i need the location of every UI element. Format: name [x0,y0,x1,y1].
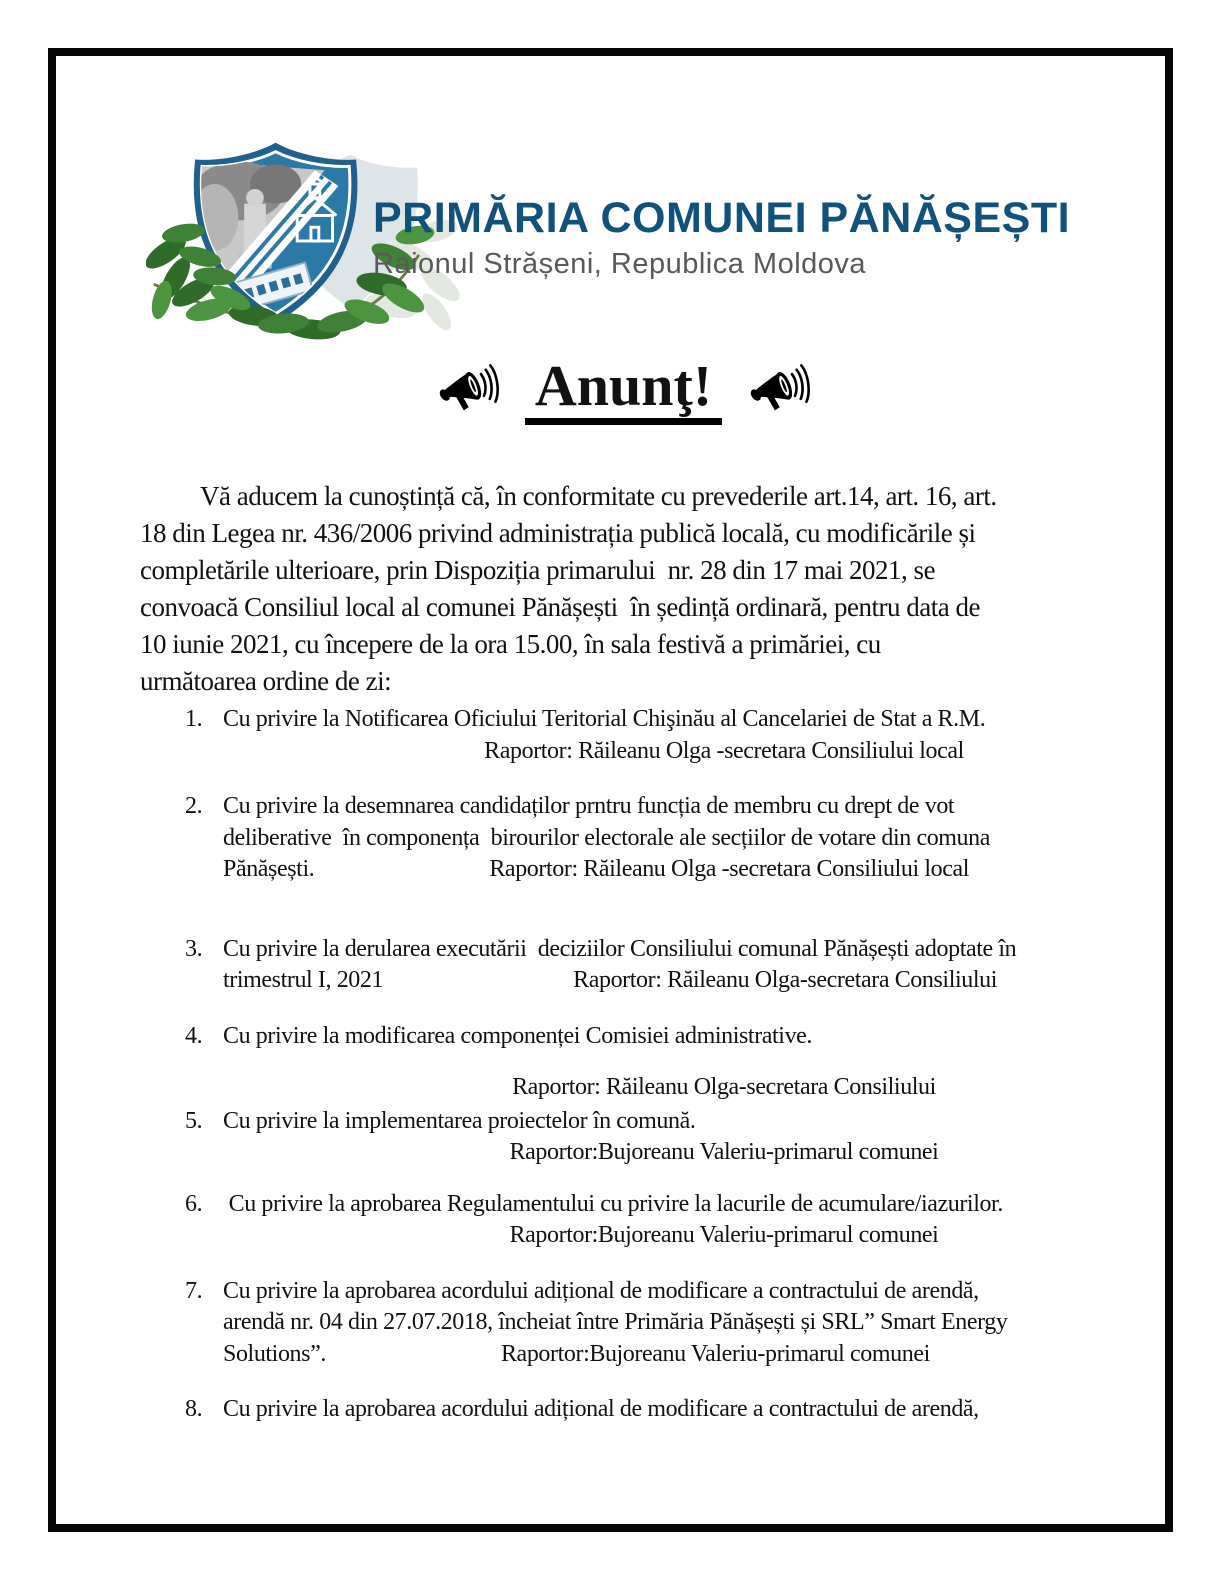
intro-line: următoarea ordine de zi: [140,666,392,696]
page-title: Anunţ! [525,357,722,425]
item-number: 4. [185,1022,203,1049]
item-number: 8. [185,1396,203,1422]
agenda-list [140,704,1107,1426]
item-raportor: Raportor:Bujoreanu Valeriu-primarul comunei [500,1340,930,1367]
letterhead [140,140,1107,342]
organization-subtitle: Raionul Strășeni, Republica Moldova [373,248,867,280]
item-text: Solutions”. [223,1340,326,1367]
page-frame [48,48,1173,1532]
megaphone-icon [746,363,812,419]
item-text: deliberative în componența birourilor electorale ale secțiilor de votare din comuna [223,824,991,851]
agenda-item-3 [185,934,1107,997]
item-text: Cu privire la aprobarea acordului adițional de modificare a contractului de arendă, [223,1277,979,1304]
agenda-item-5 [185,1106,1107,1169]
item-text: Cu privire la aprobarea acordului adițional de modificare a contractului de arendă, [223,1396,979,1422]
item-number: 5. [185,1107,203,1134]
item-text: Cu privire la desemnarea candidaților prntru funcția de membru cu drept de vot [223,793,955,819]
item-text: Cu privire la derularea executării deciziilor Consiliului comunal Pănășești adoptate în [223,935,1017,962]
agenda-item-4 [185,1021,1107,1104]
item-number: 2. [185,793,203,819]
intro-line: Vă aducem la cunoștință că, în conformitate cu prevederile art.14, art. 16, art. [200,481,997,511]
agenda-item-1 [185,704,1107,767]
agenda-item-8 [185,1394,1107,1426]
item-text: Cu privire la aprobarea Regulamentului cu privire la lacurile de acumulare/iazurilor. [223,1190,1003,1217]
item-number: 6. [185,1190,203,1217]
item-number: 3. [185,935,203,962]
intro-line: completările ulterioare, prin Dispoziția primarului nr. 28 din 17 mai 2021, se [140,555,936,585]
page-content [56,56,1165,1426]
letterhead-text [373,194,1070,281]
item-text: trimestrul I, 2021 [223,967,384,993]
item-text: arendă nr. 04 din 27.07.2018, încheiat între Primăria Pănășești și SRL” Smart Energy [223,1309,1008,1335]
intro-line: convoacă Consiliul local al comunei Pănășești în ședință ordinară, pentru data de [140,592,980,622]
item-number: 1. [185,706,203,732]
item-raportor: Raportor: Răileanu Olga -secretara Consiliului local [489,856,970,882]
item-text: Cu privire la Notificarea Oficiului Teritorial Chişinău al Cancelariei de Stat a R.M. [223,706,986,732]
item-raportor: Raportor:Bujoreanu Valeriu-primarul comunei [509,1139,939,1165]
item-raportor: Raportor: Răileanu Olga -secretara Consiliului local [484,737,964,764]
item-raportor: Raportor:Bujoreanu Valeriu-primarul comunei [509,1222,939,1248]
intro-line: 18 din Legea nr. 436/2006 privind administrația publică locală, cu modificările și [140,518,976,548]
item-number: 7. [185,1277,203,1304]
announcement-title-row [140,354,1107,428]
agenda-item-2 [185,791,1107,886]
organization-name: PRIMĂRIA COMUNEI PĂNĂȘEȘTI [373,194,1071,242]
item-text: Cu privire la implementarea proiectelor în comună. [223,1107,696,1134]
intro-paragraph [140,478,1107,700]
agenda-item-7 [185,1276,1107,1371]
intro-line: 10 iunie 2021, cu începere de la ora 15.00, în sala festivă a primăriei, cu [140,629,881,659]
item-text: Pănășești. [223,856,315,882]
item-raportor: Raportor: Răileanu Olga-secretara Consiliului [573,967,997,993]
item-text: Cu privire la modificarea componenței Comisiei administrative. [223,1022,813,1049]
megaphone-icon [435,363,501,419]
agenda-item-6 [185,1189,1107,1252]
item-raportor: Raportor: Răileanu Olga-secretara Consiliului [512,1074,936,1100]
